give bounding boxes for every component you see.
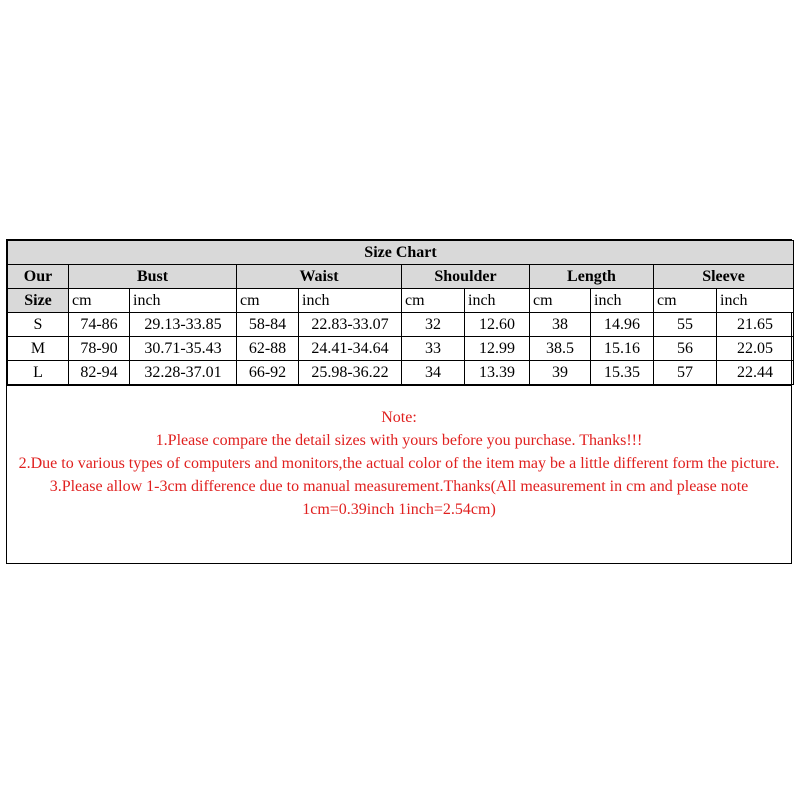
value-cell: 62-88 (237, 337, 299, 361)
size-cell: S (8, 313, 69, 337)
value-cell: 12.99 (465, 337, 530, 361)
unit-cell: cm (69, 289, 130, 313)
size-chart-sheet (6, 239, 792, 564)
value-cell: 12.60 (465, 313, 530, 337)
size-chart-table (7, 240, 794, 385)
value-cell: 15.16 (591, 337, 654, 361)
table-row (8, 313, 794, 337)
value-cell: 58-84 (237, 313, 299, 337)
header-length: Length (530, 265, 654, 289)
value-cell: 78-90 (69, 337, 130, 361)
unit-header-row (8, 289, 794, 313)
value-cell: 30.71-35.43 (130, 337, 237, 361)
value-cell: 39 (530, 361, 591, 385)
header-sleeve: Sleeve (654, 265, 794, 289)
value-cell: 55 (654, 313, 717, 337)
value-cell: 32.28-37.01 (130, 361, 237, 385)
unit-cell: cm (530, 289, 591, 313)
value-cell: 15.35 (591, 361, 654, 385)
value-cell: 24.41-34.64 (299, 337, 402, 361)
unit-cell: inch (717, 289, 794, 313)
table-row (8, 337, 794, 361)
value-cell: 38 (530, 313, 591, 337)
note-box (7, 385, 791, 563)
title-row (8, 241, 794, 265)
size-cell: L (8, 361, 69, 385)
header-bust: Bust (69, 265, 237, 289)
note-line-1: 1.Please compare the detail sizes with yours before you purchase. Thanks!!! (155, 432, 643, 449)
size-cell: M (8, 337, 69, 361)
value-cell: 14.96 (591, 313, 654, 337)
value-cell: 34 (402, 361, 465, 385)
table-row (8, 361, 794, 385)
unit-cell: inch (591, 289, 654, 313)
value-cell: 74-86 (69, 313, 130, 337)
size-header-top: Our (8, 265, 69, 289)
value-cell: 25.98-36.22 (299, 361, 402, 385)
value-cell: 82-94 (69, 361, 130, 385)
value-cell: 56 (654, 337, 717, 361)
header-waist: Waist (237, 265, 402, 289)
unit-cell: cm (654, 289, 717, 313)
group-header-row (8, 265, 794, 289)
value-cell: 38.5 (530, 337, 591, 361)
value-cell: 29.13-33.85 (130, 313, 237, 337)
value-cell: 22.83-33.07 (299, 313, 402, 337)
header-shoulder: Shoulder (402, 265, 530, 289)
value-cell: 22.05 (717, 337, 794, 361)
value-cell: 57 (654, 361, 717, 385)
value-cell: 66-92 (237, 361, 299, 385)
value-cell: 33 (402, 337, 465, 361)
unit-cell: cm (402, 289, 465, 313)
unit-cell: inch (465, 289, 530, 313)
value-cell: 21.65 (717, 313, 794, 337)
value-cell: 22.44 (717, 361, 794, 385)
unit-cell: inch (130, 289, 237, 313)
value-cell: 32 (402, 313, 465, 337)
unit-cell: cm (237, 289, 299, 313)
note-line-2: 2.Due to various types of computers and monitors,the actual color of the item may be a little different form the picture. (18, 455, 780, 472)
note-line-3: 3.Please allow 1-3cm difference due to manual measurement.Thanks(All measurement in cm and please note 1cm=0.39inch 1inch=2.54cm) (49, 478, 749, 518)
unit-cell: inch (299, 289, 402, 313)
note-heading: Note: (381, 409, 417, 426)
table-title: Size Chart (8, 241, 794, 265)
size-header-bottom: Size (8, 289, 69, 313)
value-cell: 13.39 (465, 361, 530, 385)
